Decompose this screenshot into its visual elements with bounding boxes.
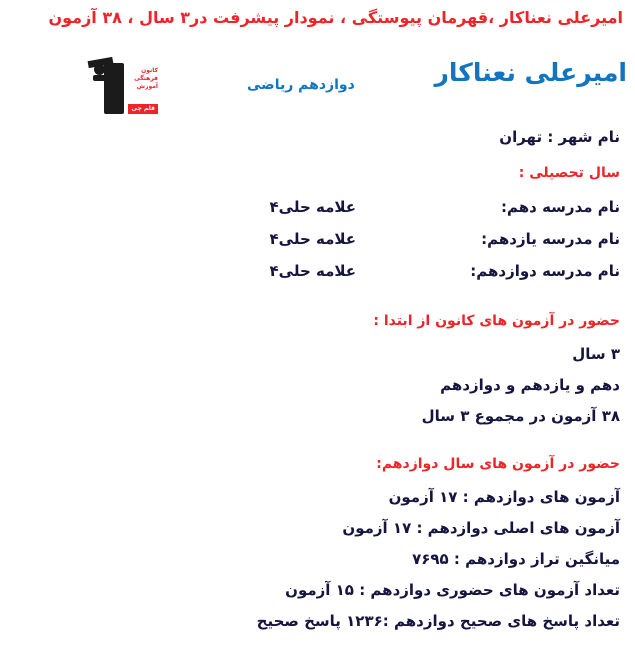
kanoon-history-line: ۳ سال bbox=[572, 345, 620, 363]
page-title: امیرعلی نعناکار ،قهرمان پیوستگی ، نمودار پیشرفت در۳ سال ، ۳۸ آزمون bbox=[48, 8, 623, 27]
student-name: امیرعلی نعناکار bbox=[434, 58, 627, 87]
school-label: نام مدرسه یازدهم: bbox=[481, 230, 620, 248]
twelfth-year-line: آزمون های اصلی دوازدهم : ۱۷ آزمون bbox=[342, 519, 620, 537]
city-line: نام شهر : تهران bbox=[499, 128, 620, 146]
kanoon-logo bbox=[88, 58, 160, 120]
logo-figure-arm bbox=[93, 75, 107, 81]
logo-figure-body bbox=[104, 63, 124, 114]
logo-text-line: کانون bbox=[141, 67, 158, 74]
kanoon-history-line: ۳۸ آزمون در مجموع ۳ سال bbox=[421, 407, 620, 425]
logo-text-line: آموزش bbox=[136, 83, 158, 90]
kanoon-history-line: دهم و یازدهم و دوازدهم bbox=[440, 376, 620, 394]
school-label: نام مدرسه دهم: bbox=[501, 198, 620, 216]
school-label: نام مدرسه دوازدهم: bbox=[470, 262, 620, 280]
school-value: علامه حلی۴ bbox=[269, 262, 356, 280]
twelfth-year-line: میانگین تراز دوازدهم : ۷۶۹۵ bbox=[412, 550, 620, 568]
kanoon-history-heading: حضور در آزمون های کانون از ابتدا : bbox=[373, 313, 620, 329]
school-row-tenth bbox=[0, 198, 620, 216]
twelfth-year-heading: حضور در آزمون های سال دوازدهم: bbox=[376, 456, 620, 472]
school-value: علامه حلی۴ bbox=[269, 198, 356, 216]
twelfth-year-line: تعداد آزمون های حضوری دوازدهم : ۱۵ آزمون bbox=[285, 581, 620, 599]
school-row-twelfth bbox=[0, 262, 620, 280]
student-grade: دوازدهم ریاضی bbox=[247, 77, 355, 93]
logo-text-line: فرهنگی bbox=[134, 75, 158, 82]
school-row-eleventh bbox=[0, 230, 620, 248]
academic-year-label: سال تحصیلی : bbox=[518, 165, 620, 181]
logo-badge: قلم چی bbox=[128, 104, 158, 114]
school-value: علامه حلی۴ bbox=[269, 230, 356, 248]
logo-text bbox=[125, 67, 158, 91]
twelfth-year-line: آزمون های دوازدهم : ۱۷ آزمون bbox=[388, 488, 620, 506]
twelfth-year-line: تعداد پاسخ های صحیح دوازدهم :۱۲۳۶ پاسخ صحیح bbox=[256, 612, 620, 630]
